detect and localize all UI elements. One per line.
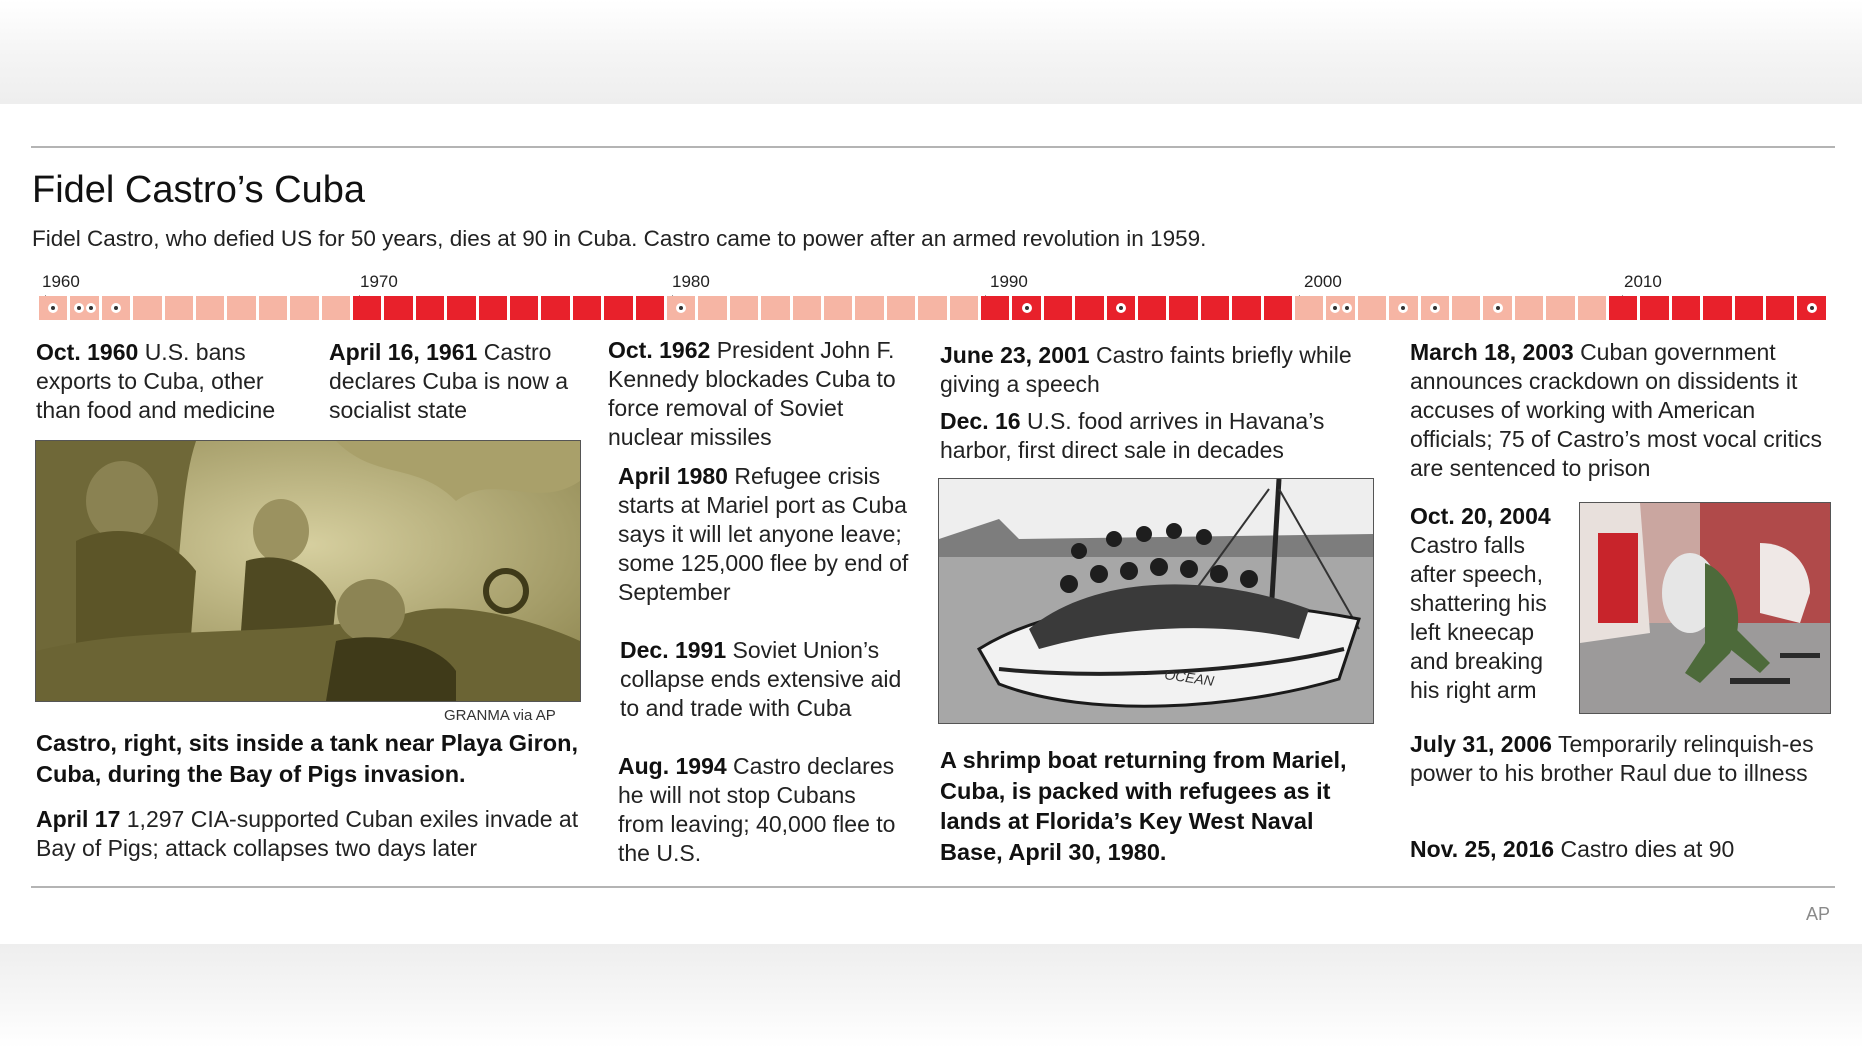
timeline-event-marker [1022, 303, 1032, 313]
timeline-event-marker [1342, 303, 1352, 313]
timeline-year-2014 [1735, 296, 1763, 320]
event-text: Refugee crisis starts at Mariel port as Cuba says it will let anyone leave; some 125,000 flee by end of September [618, 463, 909, 605]
timeline-year-1965 [196, 296, 224, 320]
event-april-17 [36, 805, 606, 863]
timeline-year-2006 [1483, 296, 1511, 320]
timeline-year-1963 [133, 296, 161, 320]
year-label-1970: 1970 [360, 272, 398, 291]
timeline-year-2010 [1609, 296, 1637, 320]
timeline-year-1998 [1232, 296, 1260, 320]
timeline-event-marker [1807, 303, 1817, 313]
event-oct-1962 [608, 336, 924, 452]
boat-hull-lettering: OCEAN [1163, 666, 1216, 689]
event-text: U.S. bans exports to Cuba, other than food and medicine [36, 339, 276, 423]
event-text: U.S. food arrives in Havana’s harbor, first direct sale in decades [940, 408, 1325, 463]
timeline-year-2011 [1640, 296, 1668, 320]
castro-fall-photo-image [1580, 503, 1830, 713]
event-dec-16 [940, 407, 1360, 465]
timeline-year-2007 [1515, 296, 1543, 320]
timeline-year-1975 [510, 296, 538, 320]
timeline-event-marker [1430, 303, 1440, 313]
timeline-event-marker [1398, 303, 1408, 313]
timeline-year-1972 [416, 296, 444, 320]
timeline-year-1973 [447, 296, 475, 320]
timeline-year-1994 [1107, 296, 1135, 320]
top-rule [31, 146, 1835, 148]
timeline-bar [0, 296, 1862, 322]
event-text: Castro falls after speech, shattering his left kneecap and breaking his right arm [1410, 532, 1547, 703]
event-mar-2003 [1410, 338, 1830, 483]
castro-fall-photo [1579, 502, 1831, 714]
timeline-year-1970 [353, 296, 381, 320]
timeline-year-1981 [698, 296, 726, 320]
timeline-year-1990 [981, 296, 1009, 320]
timeline-event-marker [676, 303, 686, 313]
top-background-band [0, 0, 1862, 104]
timeline-year-1979 [636, 296, 664, 320]
timeline-year-1996 [1169, 296, 1197, 320]
event-date: Dec. 16 [940, 408, 1021, 434]
timeline-event-marker [1493, 303, 1503, 313]
source-credit: AP [1806, 904, 1831, 924]
event-date: April 16, 1961 [329, 339, 478, 365]
timeline-year-1961 [70, 296, 98, 320]
timeline-event-marker [86, 303, 96, 313]
timeline-year-2012 [1672, 296, 1700, 320]
timeline-year-2008 [1546, 296, 1574, 320]
timeline-year-2000 [1295, 296, 1323, 320]
event-date: April 1980 [618, 463, 728, 489]
event-text: Castro dies at 90 [1560, 836, 1735, 862]
timeline-year-2013 [1703, 296, 1731, 320]
timeline-year-1997 [1201, 296, 1229, 320]
timeline-year-1968 [290, 296, 318, 320]
bottom-rule [31, 886, 1835, 888]
event-oct-2004 [1410, 502, 1558, 705]
timeline-event-marker [74, 303, 84, 313]
event-date: Oct. 1962 [608, 337, 711, 363]
timeline-year-1986 [855, 296, 883, 320]
timeline-year-1971 [384, 296, 412, 320]
timeline-year-1978 [604, 296, 632, 320]
timeline-year-1982 [730, 296, 758, 320]
event-text: President John F. Kennedy blockades Cuba to force removal of Soviet nuclear missiles [608, 337, 896, 450]
event-date: April 17 [36, 806, 121, 832]
event-date: July 31, 2006 [1410, 731, 1552, 757]
event-dec-1991 [620, 636, 920, 723]
timeline-year-2003 [1389, 296, 1417, 320]
timeline-year-2002 [1358, 296, 1386, 320]
timeline-year-1962 [102, 296, 130, 320]
event-oct-1960 [36, 338, 306, 425]
event-text: Temporarily relinquish-es power to his brother Raul due to illness [1410, 731, 1814, 786]
event-apr-1980 [618, 462, 918, 607]
timeline-event-marker [1116, 303, 1126, 313]
year-label-2000: 2000 [1304, 272, 1342, 291]
timeline-year-1993 [1075, 296, 1103, 320]
timeline-year-1964 [165, 296, 193, 320]
year-label-1980: 1980 [672, 272, 710, 291]
event-date: March 18, 2003 [1410, 339, 1574, 365]
event-text: Castro declares Cuba is now a socialist state [329, 339, 569, 423]
timeline-year-1992 [1044, 296, 1072, 320]
timeline-year-2009 [1578, 296, 1606, 320]
timeline-event-marker [1330, 303, 1340, 313]
timeline-year-1967 [259, 296, 287, 320]
timeline-year-1974 [479, 296, 507, 320]
timeline-year-1980 [667, 296, 695, 320]
timeline-year-1983 [761, 296, 789, 320]
event-date: Aug. 1994 [618, 753, 727, 779]
graphic-title: Fidel Castro’s Cuba [32, 169, 366, 211]
event-date: Dec. 1991 [620, 637, 727, 663]
shrimp-boat-photo-image [939, 479, 1373, 723]
timeline-year-1987 [887, 296, 915, 320]
shrimp-boat-photo-caption: A shrimp boat returning from Mariel, Cuba, is packed with refugees as it lands at Florida’s Key West Naval Base, April 30, 1980. [940, 747, 1347, 865]
event-date: June 23, 2001 [940, 342, 1090, 368]
year-label-1990: 1990 [990, 272, 1028, 291]
timeline-year-1995 [1138, 296, 1166, 320]
event-aug-1994 [618, 752, 908, 868]
event-text: 1,297 CIA-supported Cuban exiles invade at Bay of Pigs; attack collapses two days later [36, 806, 579, 861]
year-label-1960: 1960 [42, 272, 80, 291]
timeline-event-marker [48, 303, 58, 313]
year-label-2010: 2010 [1624, 272, 1662, 291]
timeline-year-2015 [1766, 296, 1794, 320]
event-jul-2006 [1410, 730, 1830, 788]
timeline-year-2005 [1452, 296, 1480, 320]
timeline-event-marker [111, 303, 121, 313]
timeline-year-2001 [1326, 296, 1354, 320]
timeline-year-1989 [950, 296, 978, 320]
timeline-year-1991 [1012, 296, 1040, 320]
event-date: Oct. 20, 2004 [1410, 503, 1551, 529]
shrimp-boat-photo [938, 478, 1374, 724]
timeline-year-1977 [573, 296, 601, 320]
tank-photo-image [36, 441, 580, 701]
bottom-background-band [0, 944, 1862, 1048]
event-jun-2001 [940, 341, 1360, 399]
tank-photo [35, 440, 581, 702]
timeline-year-2016 [1797, 296, 1825, 320]
event-nov-2016 [1410, 835, 1830, 864]
event-text: Castro declares he will not stop Cubans from leaving; 40,000 flee to the U.S. [618, 753, 896, 866]
timeline-year-1960 [39, 296, 67, 320]
timeline-year-1984 [793, 296, 821, 320]
photo-credit: GRANMA via AP [444, 707, 556, 724]
event-date: Oct. 1960 [36, 339, 139, 365]
event-apr-1961 [329, 338, 591, 425]
timeline-year-1966 [227, 296, 255, 320]
timeline-year-1976 [541, 296, 569, 320]
graphic-subtitle: Fidel Castro, who defied US for 50 years, dies at 90 in Cuba. Castro came to power after an armed revolution in 1959. [32, 226, 1207, 251]
timeline-year-1969 [322, 296, 350, 320]
timeline-year-1988 [918, 296, 946, 320]
timeline-year-1985 [824, 296, 852, 320]
event-text: Soviet Union’s collapse ends extensive aid to and trade with Cuba [620, 637, 902, 721]
tank-photo-caption: Castro, right, sits inside a tank near Playa Giron, Cuba, during the Bay of Pigs invasion. [36, 730, 578, 787]
timeline-year-2004 [1421, 296, 1449, 320]
event-text: Castro faints briefly while giving a speech [940, 342, 1352, 397]
event-date: Nov. 25, 2016 [1410, 836, 1555, 862]
timeline-year-1999 [1264, 296, 1292, 320]
event-text: Cuban government announces crackdown on dissidents it accuses of working with American officials; 75 of Castro’s most vocal critics are sentenced to prison [1410, 339, 1823, 481]
